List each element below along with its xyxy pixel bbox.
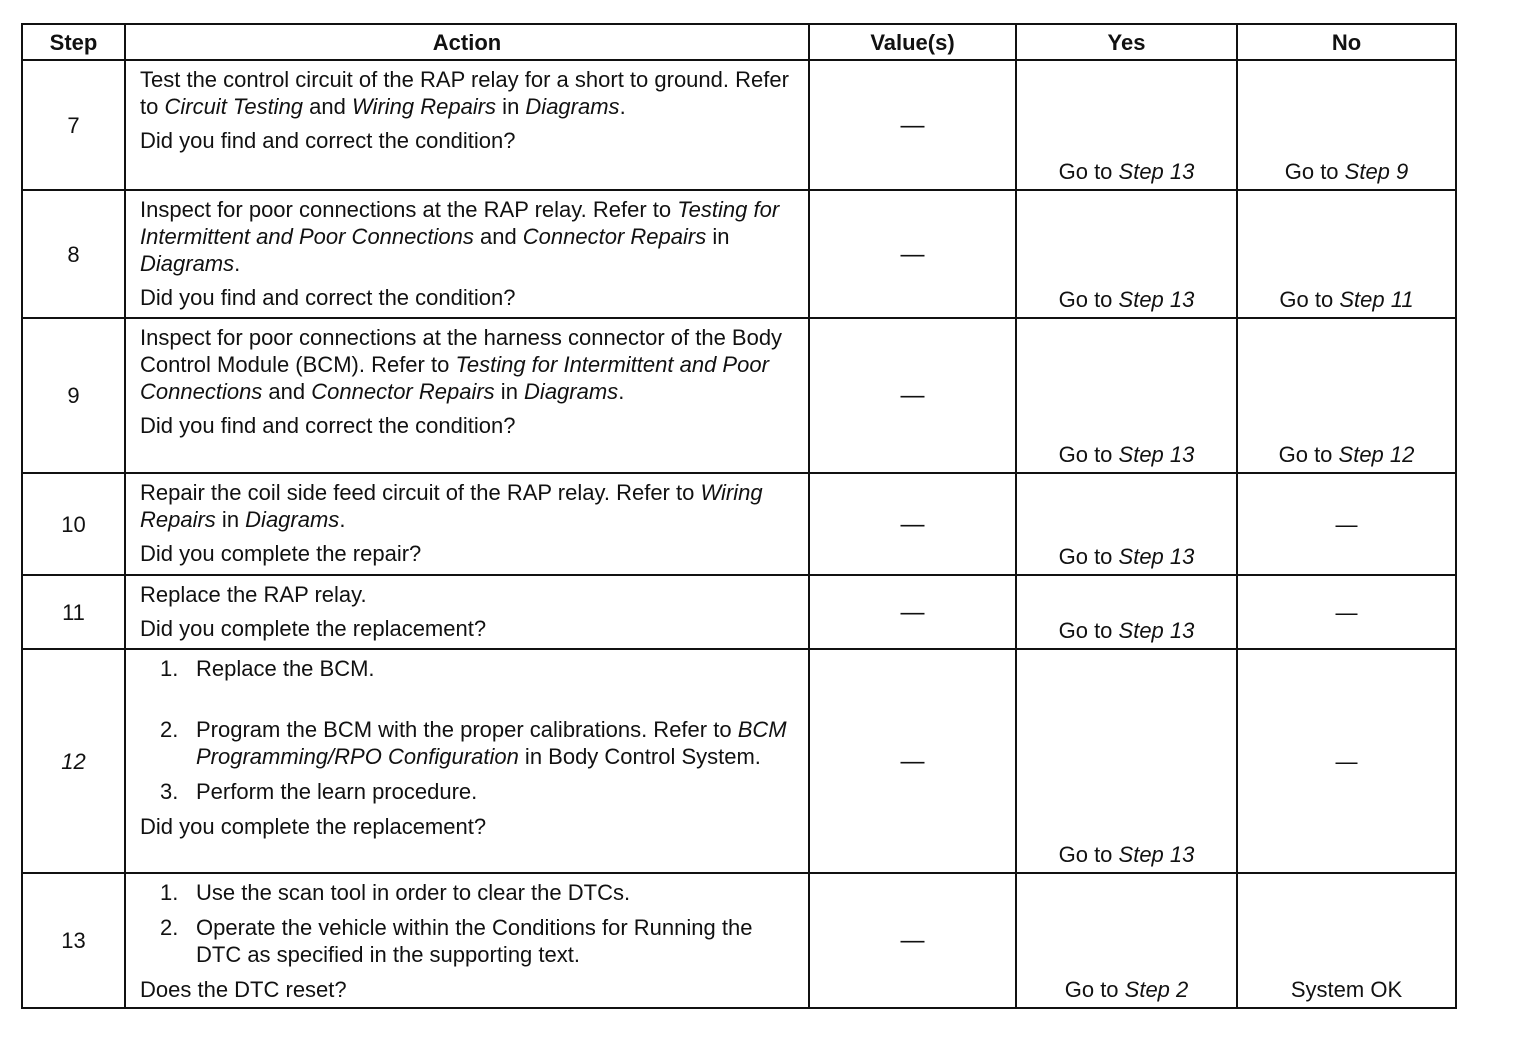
step-reference: Step 13 xyxy=(1118,287,1195,312)
text: Inspect for poor connections at the RAP relay. Refer to xyxy=(140,197,678,222)
no-cell xyxy=(1237,60,1456,190)
value-cell: — xyxy=(809,575,1016,649)
yes-cell xyxy=(1016,60,1237,190)
action-cell xyxy=(125,190,809,318)
item-text: Replace the BCM. xyxy=(196,656,375,681)
item-number: 2. xyxy=(160,717,179,742)
item-text: Perform the learn procedure. xyxy=(196,779,478,804)
header-action: Action xyxy=(125,24,809,60)
action-question: Does the DTC reset? xyxy=(140,977,347,1002)
value-cell: — xyxy=(809,318,1016,473)
text: in xyxy=(215,507,246,532)
text: and xyxy=(473,224,523,249)
reference: Diagrams xyxy=(525,94,620,119)
action-cell xyxy=(125,473,809,575)
value-cell: — xyxy=(809,649,1016,873)
step-reference: Step 13 xyxy=(1118,618,1195,643)
no-cell: System OK xyxy=(1237,873,1456,1008)
header-row xyxy=(22,24,1456,60)
action-text: Replace the RAP relay. xyxy=(140,582,367,607)
no-cell: — xyxy=(1237,575,1456,649)
action-text xyxy=(140,479,794,533)
step-reference: Step 13 xyxy=(1118,544,1195,569)
goto-text: Go to xyxy=(1279,287,1340,312)
goto-text: Go to xyxy=(1284,159,1345,184)
reference: Wiring Repairs xyxy=(140,480,763,532)
no-cell xyxy=(1237,318,1456,473)
item-number: 3. xyxy=(160,779,179,804)
item-text: Operate the vehicle within the Conditions for Running the DTC as specified in the supporting text. xyxy=(196,915,753,967)
text: . xyxy=(618,379,625,404)
reference: Diagrams xyxy=(524,379,619,404)
action-cell xyxy=(125,318,809,473)
yes-cell xyxy=(1016,318,1237,473)
goto-text: Go to xyxy=(1058,842,1119,867)
reference: Connector Repairs xyxy=(522,224,707,249)
action-text xyxy=(140,196,794,277)
header-step: Step xyxy=(22,24,125,60)
text: in xyxy=(496,94,526,119)
table-row xyxy=(22,60,1456,190)
step-number: 13 xyxy=(22,873,125,1008)
item-text: Use the scan tool in order to clear the DTCs. xyxy=(196,880,631,905)
goto-text: Go to xyxy=(1058,159,1119,184)
action-question: Did you find and correct the condition? xyxy=(140,413,516,438)
text: Repair the coil side feed circuit of the RAP relay. Refer to xyxy=(140,480,701,505)
reference: Wiring Repairs xyxy=(351,94,497,119)
action-cell xyxy=(125,60,809,190)
goto-text: Go to xyxy=(1058,544,1119,569)
reference: Diagrams xyxy=(140,251,235,276)
text: and xyxy=(262,379,312,404)
action-text xyxy=(140,324,794,405)
action-steps xyxy=(140,655,794,805)
step-number: 8 xyxy=(22,190,125,318)
no-cell xyxy=(1237,190,1456,318)
table-row xyxy=(22,873,1456,1008)
table-row xyxy=(22,575,1456,649)
action-question: Did you find and correct the condition? xyxy=(140,128,516,153)
goto-text: Go to xyxy=(1064,977,1125,1002)
table-row xyxy=(22,318,1456,473)
step-reference: Step 9 xyxy=(1344,159,1409,184)
item-text: Program the BCM with the proper calibrations. Refer to xyxy=(196,717,738,742)
text: Test the control circuit of the RAP relay for a short to ground. Refer to xyxy=(140,67,789,119)
no-cell: — xyxy=(1237,473,1456,575)
reference: BCM Programming/RPO Configuration xyxy=(196,717,787,769)
yes-cell xyxy=(1016,873,1237,1008)
step-number: 9 xyxy=(22,318,125,473)
list-item xyxy=(140,879,794,906)
text: in xyxy=(494,379,525,404)
list-item xyxy=(140,778,794,805)
item-text: in Body Control System. xyxy=(518,744,761,769)
action-question: Did you find and correct the condition? xyxy=(140,285,516,310)
text: in xyxy=(706,224,730,249)
step-reference: Step 13 xyxy=(1118,159,1195,184)
step-reference: Step 12 xyxy=(1338,442,1415,467)
item-number: 1. xyxy=(160,880,179,905)
list-item xyxy=(140,914,794,968)
reference: Testing for Intermittent and Poor Connections xyxy=(140,197,780,249)
text: . xyxy=(234,251,241,276)
action-cell xyxy=(125,873,809,1008)
list-item xyxy=(140,716,794,770)
text: . xyxy=(619,94,626,119)
header-values: Value(s) xyxy=(809,24,1016,60)
header-no: No xyxy=(1237,24,1456,60)
action-cell xyxy=(125,649,809,873)
yes-cell xyxy=(1016,649,1237,873)
header-yes: Yes xyxy=(1016,24,1237,60)
item-number: 2. xyxy=(160,915,179,940)
reference: Diagrams xyxy=(245,507,340,532)
text: . xyxy=(339,507,346,532)
table-row xyxy=(22,190,1456,318)
step-reference: Step 2 xyxy=(1124,977,1189,1002)
goto-text: Go to xyxy=(1058,618,1119,643)
table-row xyxy=(22,473,1456,575)
value-cell: — xyxy=(809,473,1016,575)
step-number: 11 xyxy=(22,575,125,649)
step-reference: Step 13 xyxy=(1118,442,1195,467)
value-cell: — xyxy=(809,190,1016,318)
action-steps xyxy=(140,879,794,968)
yes-cell xyxy=(1016,473,1237,575)
list-item xyxy=(140,655,794,682)
text: and xyxy=(303,94,352,119)
step-reference: Step 11 xyxy=(1339,287,1414,312)
table-row xyxy=(22,649,1456,873)
text: Inspect for poor connections at the harness connector of the Body Control Module (BCM). Refer to xyxy=(140,325,783,377)
action-text xyxy=(140,66,794,120)
action-question: Did you complete the repair? xyxy=(140,541,422,566)
step-number: 10 xyxy=(22,473,125,575)
value-cell: — xyxy=(809,60,1016,190)
goto-text: Go to xyxy=(1058,442,1119,467)
goto-text: Go to xyxy=(1278,442,1339,467)
yes-cell xyxy=(1016,575,1237,649)
diagnostic-table xyxy=(21,23,1457,1009)
step-reference: Step 13 xyxy=(1118,842,1195,867)
action-question: Did you complete the replacement? xyxy=(140,814,487,839)
action-cell xyxy=(125,575,809,649)
item-number: 1. xyxy=(160,656,179,681)
action-question: Did you complete the replacement? xyxy=(140,616,487,641)
reference: Testing for Intermittent and Poor Connections xyxy=(140,352,769,404)
reference: Connector Repairs xyxy=(311,379,495,404)
no-cell: — xyxy=(1237,649,1456,873)
goto-text: Go to xyxy=(1058,287,1119,312)
value-cell: — xyxy=(809,873,1016,1008)
yes-cell xyxy=(1016,190,1237,318)
step-number: 12 xyxy=(22,649,125,873)
reference: Circuit Testing xyxy=(164,94,304,119)
step-number: 7 xyxy=(22,60,125,190)
